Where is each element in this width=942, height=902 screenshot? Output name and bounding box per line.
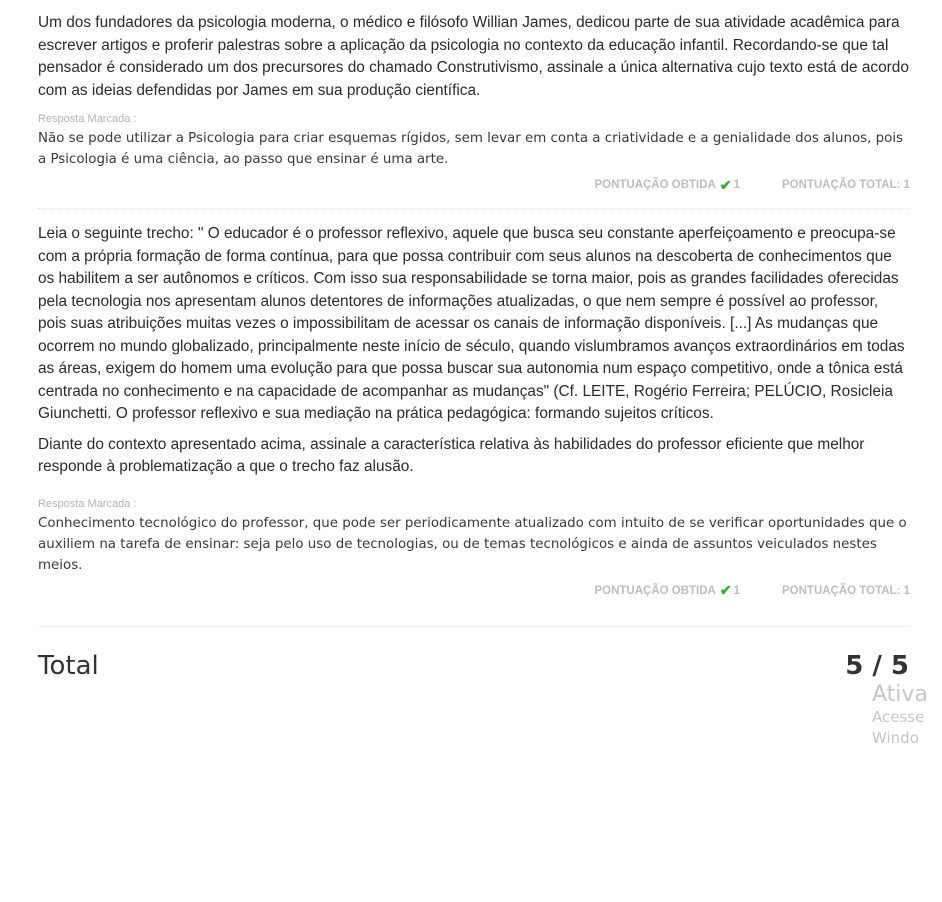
watermark-line-2: Acesse bbox=[872, 708, 925, 726]
answer-text: Não se pode utilizar a Psicologia para criar esquemas rígidos, sem levar em conta a criatividade e a genialidade dos alunos, pois a Psicologia é uma ciência, ao passo que ensinar é uma arte. bbox=[38, 131, 904, 167]
results-page bbox=[38, 0, 910, 681]
score-obtained-label: PONTUAÇÃO OBTIDA bbox=[594, 179, 716, 191]
total-row bbox=[38, 651, 910, 681]
score-row bbox=[38, 172, 910, 198]
score-obtained-label: PONTUAÇÃO OBTIDA bbox=[594, 584, 716, 597]
total-label: Total bbox=[38, 650, 99, 681]
score-total: PONTUAÇÃO TOTAL: 1 bbox=[782, 179, 910, 191]
score-obtained-value: 1 bbox=[733, 179, 740, 191]
windows-activation-watermark bbox=[872, 684, 928, 746]
score-obtained bbox=[594, 177, 740, 194]
divider bbox=[38, 626, 910, 627]
score-total: PONTUAÇÃO TOTAL: 1 bbox=[782, 584, 910, 597]
answer-label: Resposta Marcada : bbox=[38, 113, 137, 125]
answer-text: Conhecimento tecnológico do professor, que pode ser periodicamente atualizado com intuito de se verificar oportunidades que o auxiliem na tarefa de ensinar: seja pelo uso de tecnologias, ou de temas tecnológicos e ainda de assuntos veiculados nestes meios. bbox=[38, 515, 907, 573]
total-value: 5 / 5 bbox=[845, 650, 909, 681]
question-block bbox=[38, 223, 910, 604]
question-text: Leia o seguinte trecho: " O educador é o professor reflexivo, aquele que busca seu constante aperfeiçoamento e preocupa-se com a própria formação de forma contínua, para que possa contribuir com seus alunos na descoberta de conhecimentos que os habilitem a ser autônomos e críticos. Com isso sua responsabilidade se torna maior, pois as grandes facilidades oferecidas pela tecnologia nos apresentam alunos detentores de informações atualizadas, o que nem sempre é possível ao professor, pois suas atribuições muitas vezes o impossibilitam de acessar os canais de informação disponíveis. [...] As mudanças que ocorrem no mundo globalizado, principalmente neste início de século, quando vislumbramos avanços extraordinários em todas as áreas, exigem do homem uma evolução para que possa buscar sua autonomia num espaço competitivo, onde a tônica está centrada no conhecimento e na capacidade de acompanhar as mudanças" (Cf. LEITE, Rogério Ferreira; PELÚCIO, Rosicleia Giunchetti. O professor reflexivo e sua mediação na prática pedagógica: formando sujeitos críticos. bbox=[38, 225, 905, 422]
score-obtained bbox=[594, 582, 740, 599]
answer-label: Resposta Marcada : bbox=[38, 497, 137, 510]
check-icon: ✔ bbox=[719, 176, 732, 193]
watermark-line-1: Ativa bbox=[872, 682, 928, 707]
question-text: Um dos fundadores da psicologia moderna, o médico e filósofo Willian James, dedicou parte de sua atividade acadêmica para escrever artigos e proferir palestras sobre a aplicação da psicologia no contexto da educação infantil. Recordando-se que tal pensador é considerado um dos precursores do chamado Construtivismo, assinale a única alternativa cujo texto está de acordo com as ideias defendidas por James em sua produção científica. bbox=[38, 14, 909, 99]
score-row bbox=[38, 578, 910, 604]
check-icon: ✔ bbox=[719, 582, 732, 598]
question-prompt: Diante do contexto apresentado acima, assinale a característica relativa às habilidades do professor eficiente que melhor responde à problematização a que o trecho faz alusão. bbox=[38, 435, 865, 475]
divider bbox=[38, 208, 910, 209]
question-block bbox=[38, 0, 910, 198]
watermark-line-3: Windo bbox=[872, 729, 919, 747]
score-obtained-value: 1 bbox=[733, 584, 740, 597]
